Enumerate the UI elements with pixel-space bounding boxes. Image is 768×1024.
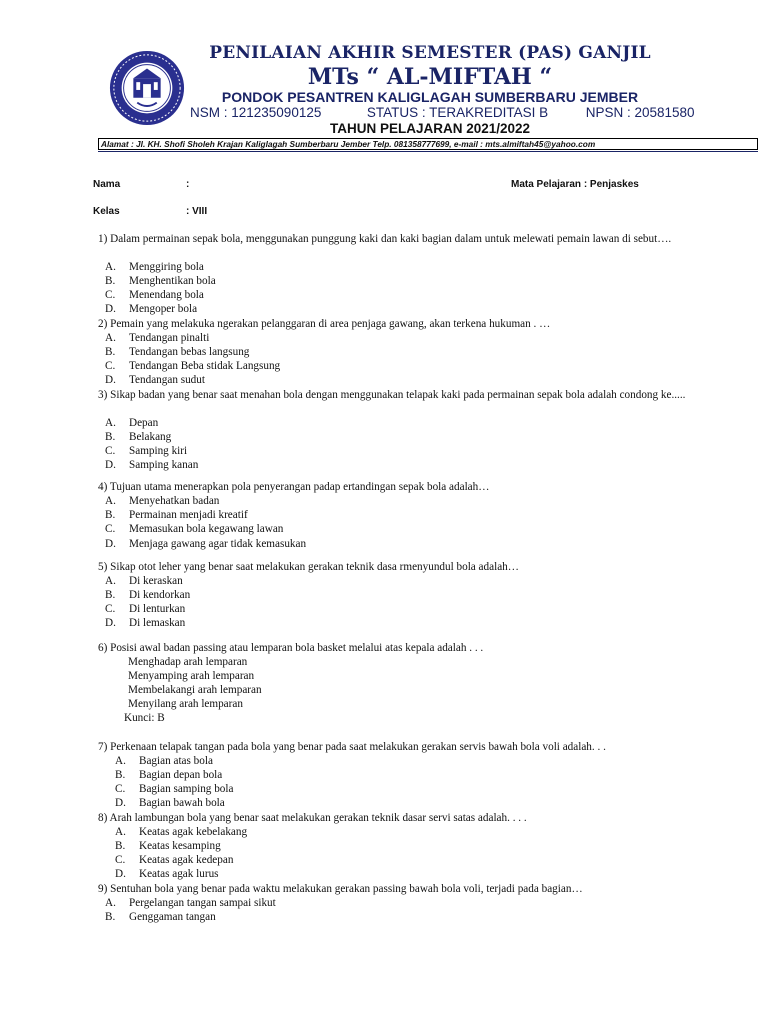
status-text: STATUS : TERAKREDITASI B [366,105,549,120]
q3-option-a: A. Depan [105,417,159,429]
question-8: 8) Arah lambungan bola yang benar saat melakukan gerakan teknik dasar servi satas adalah. . . . [98,812,527,824]
q1-option-d: D. Mengoper bola [105,303,198,315]
question-7: 7) Perkenaan telapak tangan pada bola yang benar pada saat melakukan gerakan servis bawah bola voli adalah. . . [98,741,606,753]
q8-option-d: D. Keatas agak lurus [115,868,219,880]
kelas-value: : VIII [186,206,208,217]
q2-option-d: D. Tendangan sudut [105,374,205,386]
q7-option-d: D. Bagian bawah bola [115,797,225,809]
q6-option-4: Menyilang arah lemparan [128,698,243,710]
question-6: 6) Posisi awal badan passing atau lemparan bola basket melalui atas kepala adalah . . . [98,642,484,654]
q3-option-c: C. Samping kiri [105,445,188,457]
q4-option-c: C. Memasukan bola kegawang lawan [105,523,284,535]
nama-label: Nama [93,179,121,190]
q4-option-b: B. Permainan menjadi kreatif [105,509,248,521]
academic-year: TAHUN PELAJARAN 2021/2022 [329,121,531,136]
q9-option-a: A. Pergelangan tangan sampai sikut [105,897,276,909]
header-rule [98,151,758,152]
q3-option-d: D. Samping kanan [105,459,199,471]
q1-option-a: A. Menggiring bola [105,261,204,273]
q7-option-a: A. Bagian atas bola [115,755,213,767]
q3-option-b: B. Belakang [105,431,172,443]
q6-option-1: Menghadap arah lemparan [128,656,248,668]
q8-option-c: C. Keatas agak kedepan [115,854,234,866]
q5-option-d: D. Di lemaskan [105,617,186,629]
q1-option-c: C. Menendang bola [105,289,204,301]
question-2: 2) Pemain yang melakuka ngerakan pelanggaran di area penjaga gawang, akan terkena hukuman . … [98,318,551,330]
q2-option-a: A. Tendangan pinalti [105,332,210,344]
mata-pelajaran: Mata Pelajaran : Penjaskes [511,179,639,190]
question-9: 9) Sentuhan bola yang benar pada waktu melakukan gerakan passing bawah bola voli, terjadi pada bagian… [98,883,583,895]
nama-colon: : [186,179,190,190]
q4-option-d: D. Menjaga gawang agar tidak kemasukan [105,538,307,550]
address-box: Alamat : Jl. KH. Shofi Sholeh Krajan Kaliglagah Sumberbaru Jember Telp. 081358777699, e-mail : mts.almiftah45@yahoo.com [98,138,758,150]
kelas-label: Kelas [93,206,120,217]
school-logo [108,49,186,127]
q6-answer-key: Kunci: B [124,712,165,724]
school-name: MTs “ AL-MIFTAH “ [307,64,553,90]
q6-option-3: Membelakangi arah lemparan [128,684,262,696]
q5-option-a: A. Di keraskan [105,575,183,587]
question-1: 1) Dalam permainan sepak bola, menggunakan punggung kaki dan kaki bagian dalam untuk melewati pemain lawan di sebut…. [98,233,672,245]
q7-option-b: B. Bagian depan bola [115,769,223,781]
exam-title: PENILAIAN AKHIR SEMESTER (PAS) GANJIL [209,43,651,63]
q2-option-b: B. Tendangan bebas langsung [105,346,250,358]
question-4: 4) Tujuan utama menerapkan pola penyerangan padap ertandingan sepak bola adalah… [98,481,490,493]
q5-option-b: B. Di kendorkan [105,589,191,601]
q9-option-b: B. Genggaman tangan [105,911,216,923]
q6-option-2: Menyamping arah lemparan [128,670,255,682]
question-5: 5) Sikap otot leher yang benar saat melakukan gerakan teknik dasa rmenyundul bola adalah… [98,561,519,573]
q1-option-b: B. Menghentikan bola [105,275,216,287]
q2-option-c: C. Tendangan Beba stidak Langsung [105,360,281,372]
question-3: 3) Sikap badan yang benar saat menahan bola dengan menggunakan telapak kaki pada permainan sepak bola adalah condong ke..... [98,389,686,401]
q8-option-b: B. Keatas kesamping [115,840,221,852]
q5-option-c: C. Di lenturkan [105,603,186,615]
nsm-text: NSM : 121235090125 [190,105,322,120]
npsn-text: NPSN : 20581580 [585,105,695,120]
q7-option-c: C. Bagian samping bola [115,783,234,795]
q8-option-a: A. Keatas agak kebelakang [115,826,248,838]
q4-option-a: A. Menyehatkan badan [105,495,220,507]
school-identifiers [190,105,695,120]
pesantren-name: PONDOK PESANTREN KALIGLAGAH SUMBERBARU JEMBER [221,89,639,105]
